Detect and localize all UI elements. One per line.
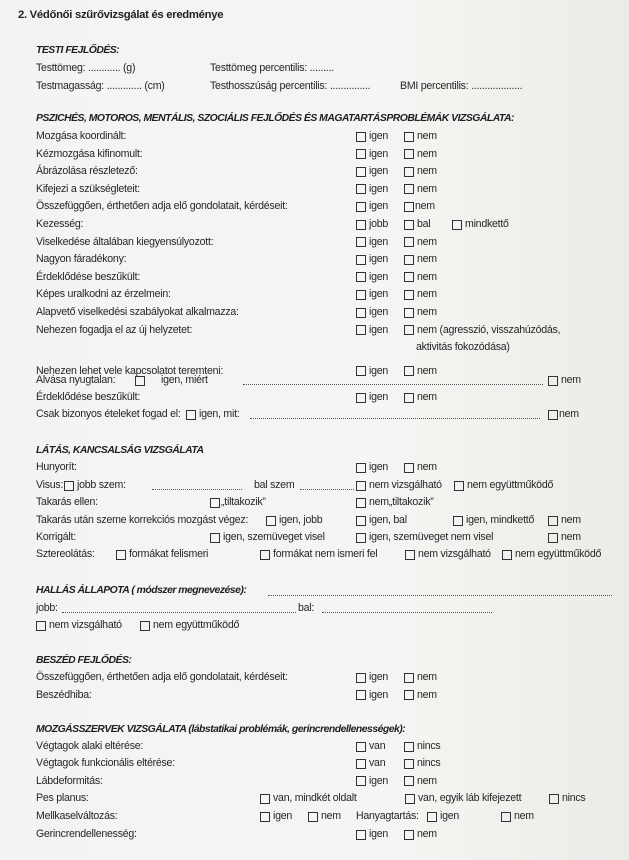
hallas-bal-label: bal: <box>298 602 315 614</box>
visus-jobb-checkbox[interactable] <box>64 479 126 492</box>
checkbox-icon <box>356 673 366 683</box>
korrigalt-visel-checkbox[interactable] <box>210 531 325 544</box>
checkbox-icon <box>356 202 366 212</box>
option-checkbox[interactable] <box>356 740 385 753</box>
checkbox-icon <box>186 410 196 420</box>
option-checkbox[interactable] <box>404 306 437 319</box>
option-checkbox[interactable] <box>356 271 388 284</box>
testhosszusag-percentilis-field[interactable]: Testhosszúság percentilis: ............... <box>210 80 371 92</box>
checkbox-label: nem <box>417 774 437 787</box>
checkbox-icon <box>548 516 558 526</box>
latas-heading: LÁTÁS, KANCSALSÁG VIZSGÁLATA <box>36 445 204 456</box>
option-checkbox[interactable] <box>356 218 388 231</box>
checkbox-icon <box>266 516 276 526</box>
checkbox-label: nem <box>417 182 437 195</box>
checkbox-label: igen <box>369 270 389 283</box>
checkbox-icon <box>404 776 414 786</box>
hallas-jobb-label: jobb: <box>36 602 58 614</box>
hanyagtartas-nem-checkbox[interactable] <box>501 810 534 823</box>
option-checkbox[interactable] <box>452 218 509 231</box>
option-checkbox[interactable] <box>356 183 388 196</box>
checkbox-label: igen, miért <box>161 374 208 386</box>
checkbox-icon <box>356 498 366 508</box>
option-checkbox[interactable] <box>404 288 437 301</box>
checkbox-icon <box>260 812 270 822</box>
row-label: Nagyon fáradékony: <box>36 253 127 266</box>
checkbox-icon <box>356 533 366 543</box>
checkbox-label: nem (agresszió, visszahúzódás, <box>417 323 561 336</box>
checkbox-label: nem <box>417 165 437 178</box>
row-label: Nehezen lehet vele kapcsolatot teremteni: <box>36 364 224 377</box>
checkbox-label: bal <box>417 218 431 230</box>
checkbox-icon <box>404 393 414 403</box>
sztereo-label: Sztereolátás: <box>36 548 95 560</box>
checkbox-icon <box>404 830 414 840</box>
checkbox-label: nem <box>417 235 437 248</box>
checkbox-icon <box>64 481 74 491</box>
checkbox-icon <box>356 742 366 752</box>
takaras-nem-tiltakozik-checkbox[interactable] <box>356 496 434 509</box>
checkbox-icon <box>356 481 366 491</box>
checkbox-icon <box>404 308 414 318</box>
checkbox-label: nincs <box>417 757 441 770</box>
visus-label: Visus: <box>36 479 64 491</box>
mellkas-igen-checkbox[interactable] <box>260 810 292 823</box>
takaras-utan-jobb-checkbox[interactable] <box>266 514 322 527</box>
option-checkbox[interactable] <box>404 218 430 231</box>
checkbox-icon <box>260 794 270 804</box>
checkbox-icon <box>548 410 558 420</box>
checkbox-icon <box>404 463 414 473</box>
checkbox-icon <box>260 550 270 560</box>
row-label: Végtagok alaki eltérése: <box>36 740 144 752</box>
checkbox-label: nem <box>417 688 437 701</box>
row-label: Képes uralkodni az érzelmein: <box>36 288 171 301</box>
checkbox-icon <box>548 376 558 386</box>
checkbox-label: igen <box>369 235 389 248</box>
checkbox-icon <box>356 149 366 159</box>
checkbox-label: nem <box>321 810 341 822</box>
checkbox-label: nem <box>417 828 437 840</box>
etel-label: Csak bizonyos ételeket fogad el: <box>36 408 181 420</box>
row-label: Érdeklődése beszűkült: <box>36 270 141 283</box>
checkbox-label: igen <box>369 688 389 701</box>
option-checkbox[interactable] <box>404 671 437 684</box>
takaras-label: Takarás ellen: <box>36 496 98 508</box>
checkbox-icon <box>404 167 414 177</box>
option-checkbox[interactable] <box>404 689 437 702</box>
checkbox-label: nem <box>417 147 437 160</box>
visus-bal-label: bal szem <box>254 479 295 491</box>
erdeklodes-label: Érdeklődése beszűkült: <box>36 391 141 403</box>
checkbox-label: igen <box>273 810 293 822</box>
row-label: Összefüggően, érthetően adja elő gondolatait, kérdéseit: <box>36 671 288 683</box>
checkbox-label: igen <box>369 671 389 683</box>
option-checkbox[interactable] <box>356 148 388 161</box>
checkbox-icon <box>404 272 414 282</box>
pes-nincs-checkbox[interactable] <box>549 792 585 805</box>
checkbox-icon <box>502 550 512 560</box>
checkbox-label: nem <box>417 306 437 318</box>
checkbox-icon <box>356 830 366 840</box>
option-checkbox[interactable] <box>404 324 560 337</box>
row-continuation: aktivitás fokozódása) <box>416 341 510 354</box>
checkbox-label: nincs <box>562 792 586 804</box>
sztereo-nem-egyuttmukodo-checkbox[interactable] <box>502 548 601 561</box>
checkbox-icon <box>210 533 220 543</box>
hunyorit-igen-checkbox[interactable] <box>356 461 388 474</box>
checkbox-label: formákat felismeri <box>129 548 209 560</box>
takaras-utan-label: Takarás után szeme korrekciós mozgást végez: <box>36 514 249 526</box>
checkbox-label: van, egyik láb kifejezett <box>418 792 522 804</box>
checkbox-icon <box>453 516 463 526</box>
checkbox-icon <box>356 776 366 786</box>
checkbox-label: van, mindkét oldalt <box>273 792 357 804</box>
option-checkbox[interactable] <box>404 757 440 770</box>
checkbox-label: igen, mit: <box>199 408 240 420</box>
checkbox-icon <box>356 325 366 335</box>
checkbox-icon <box>404 202 414 212</box>
checkbox-icon <box>356 255 366 265</box>
testi-heading: TESTI FEJLŐDÉS: <box>36 45 120 56</box>
hanyagtartas-label: Hanyagtartás: <box>356 810 419 822</box>
checkbox-label: mindkettő <box>465 218 509 230</box>
checkbox-label: nincs <box>417 740 441 752</box>
checkbox-icon <box>404 366 414 376</box>
option-checkbox[interactable] <box>404 775 437 788</box>
checkbox-icon <box>356 308 366 318</box>
takaras-utan-bal-checkbox[interactable] <box>356 514 407 527</box>
option-checkbox[interactable] <box>356 236 388 249</box>
korrigalt-label: Korrigált: <box>36 531 76 543</box>
checkbox-icon <box>404 325 414 335</box>
checkbox-icon <box>356 132 366 142</box>
checkbox-label: nem <box>417 288 437 301</box>
option-checkbox[interactable] <box>404 130 437 143</box>
checkbox-label: igen <box>369 200 389 213</box>
checkbox-label: igen <box>440 810 460 822</box>
checkbox-icon <box>356 272 366 282</box>
mozgas-heading: MOZGÁSSZERVEK VIZSGÁLATA (lábstatikai problémák, gerincrendellenességek): <box>36 724 406 735</box>
checkbox-label: igen <box>369 774 389 787</box>
checkbox-icon <box>404 220 414 230</box>
checkbox-icon <box>356 690 366 700</box>
hanyagtartas-igen-checkbox[interactable] <box>427 810 459 823</box>
option-checkbox[interactable] <box>356 165 388 178</box>
option-checkbox[interactable] <box>404 236 437 249</box>
checkbox-icon <box>36 621 46 631</box>
hunyorit-label: Hunyorít: <box>36 461 77 473</box>
section-title: 2. Védőnői szűrővizsgálat és eredménye <box>18 9 224 21</box>
visus-bal-line[interactable] <box>300 488 354 490</box>
checkbox-icon <box>404 742 414 752</box>
checkbox-icon <box>549 794 559 804</box>
option-checkbox[interactable] <box>356 775 388 788</box>
checkbox-label: nem vizsgálható <box>369 479 442 491</box>
checkbox-label: igen, szemüveget nem visel <box>369 531 494 543</box>
alvas-label: Alvása nyugtalan: <box>36 374 116 386</box>
checkbox-icon <box>404 149 414 159</box>
checkbox-label: igen <box>369 147 389 160</box>
checkbox-icon <box>427 812 437 822</box>
hallas-nem-egyuttmukodo-checkbox[interactable] <box>140 619 239 632</box>
checkbox-icon <box>356 759 366 769</box>
option-checkbox[interactable] <box>356 324 388 337</box>
option-checkbox[interactable] <box>404 740 440 753</box>
hallas-method-line[interactable] <box>268 594 612 596</box>
checkbox-label: igen <box>369 391 389 403</box>
checkbox-label: igen <box>369 828 389 840</box>
checkbox-label: igen, bal <box>369 514 407 526</box>
checkbox-icon <box>356 220 366 230</box>
hallas-bal-line[interactable] <box>322 611 492 613</box>
checkbox-label: nem <box>561 514 581 526</box>
checkbox-icon <box>116 550 126 560</box>
row-label: Ábrázolása részletező: <box>36 165 138 178</box>
etel-igen-checkbox[interactable] <box>186 408 239 421</box>
checkbox-icon <box>356 366 366 376</box>
sztereo-felismeri-checkbox[interactable] <box>116 548 208 561</box>
checkbox-label: nem <box>561 374 581 386</box>
checkbox-icon <box>404 673 414 683</box>
checkbox-icon <box>405 794 415 804</box>
alvas-reason-line[interactable] <box>243 383 543 385</box>
checkbox-label: nem <box>417 253 437 266</box>
checkbox-label: igen <box>369 253 389 266</box>
checkbox-label: nem <box>417 270 437 283</box>
option-checkbox[interactable] <box>404 253 437 266</box>
checkbox-icon <box>356 184 366 194</box>
takaras-utan-nem-checkbox[interactable] <box>548 514 581 527</box>
option-checkbox[interactable] <box>404 365 437 378</box>
korrigalt-nem-checkbox[interactable] <box>548 531 581 544</box>
takaras-utan-mindketto-checkbox[interactable] <box>453 514 534 527</box>
row-label: Alapvető viselkedési szabályokat alkalmazza: <box>36 306 239 318</box>
mellkas-label: Mellkaselváltozás: <box>36 810 118 822</box>
option-checkbox[interactable] <box>404 271 437 284</box>
alvas-nem-checkbox[interactable] <box>548 374 581 387</box>
checkbox-label: nem együttműködő <box>515 548 602 560</box>
option-checkbox[interactable] <box>356 757 385 770</box>
checkbox-label: nem <box>417 391 437 403</box>
checkbox-icon <box>452 220 462 230</box>
checkbox-icon <box>356 290 366 300</box>
visus-jobb-line[interactable] <box>152 488 242 490</box>
visus-nem-vizsgalhato-checkbox[interactable] <box>356 479 442 492</box>
checkbox-label: jobb <box>369 218 389 230</box>
checkbox-label: nem <box>514 810 534 822</box>
checkbox-label: nem <box>415 200 435 213</box>
testmagassag-field[interactable]: Testmagasság: ............. (cm) <box>36 80 165 92</box>
checkbox-label: igen, jobb <box>279 514 323 526</box>
hallas-nem-vizsgalhato-checkbox[interactable] <box>36 619 122 632</box>
checkbox-icon <box>404 690 414 700</box>
checkbox-label: igen <box>369 323 389 336</box>
checkbox-label: nem <box>417 364 437 377</box>
bmi-percentilis-field[interactable]: BMI percentilis: ................... <box>400 80 523 92</box>
checkbox-label: nem„tiltakozik” <box>369 496 434 508</box>
option-checkbox[interactable] <box>404 165 437 178</box>
takaras-tiltakozik-checkbox[interactable] <box>210 496 266 509</box>
checkbox-icon <box>404 184 414 194</box>
checkbox-label: igen <box>369 364 389 377</box>
option-checkbox[interactable] <box>356 671 388 684</box>
checkbox-icon <box>404 255 414 265</box>
checkbox-label: igen <box>369 461 389 473</box>
checkbox-icon <box>548 533 558 543</box>
gerinc-igen-checkbox[interactable] <box>356 828 388 841</box>
row-label: Kezesség: <box>36 218 84 230</box>
checkbox-label: formákat nem ismeri fel <box>273 548 378 560</box>
checkbox-icon <box>356 516 366 526</box>
option-checkbox[interactable] <box>404 183 437 196</box>
checkbox-icon <box>405 550 415 560</box>
sztereo-nem-ismeri-checkbox[interactable] <box>260 548 377 561</box>
checkbox-icon <box>356 463 366 473</box>
checkbox-icon <box>454 481 464 491</box>
checkbox-icon <box>308 812 318 822</box>
hunyorit-nem-checkbox[interactable] <box>404 461 437 474</box>
checkbox-icon <box>404 290 414 300</box>
option-checkbox[interactable] <box>356 365 388 378</box>
erdeklodes-igen-checkbox[interactable] <box>356 391 388 404</box>
pes-mindket-checkbox[interactable] <box>260 792 357 805</box>
option-checkbox[interactable] <box>356 253 388 266</box>
erdeklodes-nem-checkbox[interactable] <box>404 391 437 404</box>
checkbox-label: nem <box>561 531 581 543</box>
checkbox-label: van <box>369 740 386 752</box>
gerinc-label: Gerincrendellenesség: <box>36 828 137 840</box>
option-checkbox[interactable] <box>356 306 388 319</box>
row-label: Lábdeformitás: <box>36 774 103 787</box>
checkbox-icon <box>501 812 511 822</box>
visus-nem-egyuttmukodo-checkbox[interactable] <box>454 479 553 492</box>
option-checkbox[interactable] <box>356 130 388 143</box>
row-label: Összefüggően, érthetően adja elő gondolatait, kérdéseit: <box>36 200 288 213</box>
checkbox-label: igen, szemüveget visel <box>223 531 325 543</box>
gerinc-nem-checkbox[interactable] <box>404 828 437 841</box>
korrigalt-nem-visel-checkbox[interactable] <box>356 531 493 544</box>
checkbox-label: nem vizsgálható <box>49 619 122 631</box>
checkbox-icon <box>356 237 366 247</box>
option-checkbox[interactable] <box>404 200 435 213</box>
row-label: Végtagok funkcionális eltérése: <box>36 757 175 770</box>
option-checkbox[interactable] <box>356 689 388 702</box>
checkbox-label: igen <box>369 182 389 195</box>
option-checkbox[interactable] <box>356 288 388 301</box>
etel-nem-checkbox[interactable] <box>548 408 579 421</box>
option-checkbox[interactable] <box>356 200 388 213</box>
hallas-heading: HALLÁS ÁLLAPOTA ( módszer megnevezése): <box>36 585 247 596</box>
alvas-igen-checkbox[interactable] <box>135 374 208 387</box>
testtomeg-field[interactable]: Testtömeg: ............ (g) <box>36 62 136 74</box>
checkbox-label: igen <box>369 130 389 142</box>
checkbox-icon <box>356 167 366 177</box>
mellkas-nem-checkbox[interactable] <box>308 810 341 823</box>
checkbox-icon <box>404 132 414 142</box>
checkbox-icon <box>135 376 145 386</box>
checkbox-icon <box>356 393 366 403</box>
checkbox-label: nem együttműködő <box>467 479 554 491</box>
checkbox-label: nem <box>417 461 437 473</box>
checkbox-label: nem együttműködő <box>153 619 240 631</box>
testtomeg-percentilis-field[interactable]: Testtömeg percentilis: ......... <box>210 62 334 74</box>
pszich-heading: PSZICHÉS, MOTOROS, MENTÁLIS, SZOCIÁLIS FEJLŐDÉS ÉS MAGATARTÁSPROBLÉMÁK VIZSGÁLATA: <box>36 113 514 124</box>
checkbox-label: nem <box>559 408 579 420</box>
checkbox-label: nem <box>417 671 437 683</box>
checkbox-label: nem <box>417 130 437 142</box>
pes-egyik-checkbox[interactable] <box>405 792 521 805</box>
checkbox-label: nem vizsgálható <box>418 548 491 560</box>
checkbox-icon <box>404 237 414 247</box>
row-label: Kifejezi a szükségleteit: <box>36 182 140 195</box>
row-label: Kézmozgása kifinomult: <box>36 147 143 160</box>
checkbox-icon <box>210 498 220 508</box>
checkbox-label: „tiltakozik” <box>221 496 266 508</box>
pes-planus-label: Pes planus: <box>36 792 89 804</box>
beszed-heading: BESZÉD FEJLŐDÉS: <box>36 655 132 666</box>
option-checkbox[interactable] <box>404 148 437 161</box>
checkbox-icon <box>404 759 414 769</box>
row-label: Beszédhiba: <box>36 688 92 701</box>
row-label: Viselkedése általában kiegyensúlyozott: <box>36 235 214 248</box>
sztereo-nem-vizsgalhato-checkbox[interactable] <box>405 548 491 561</box>
checkbox-icon <box>140 621 150 631</box>
checkbox-label: jobb szem: <box>77 479 126 491</box>
checkbox-label: igen <box>369 288 389 301</box>
checkbox-label: igen, mindkettő <box>466 514 535 526</box>
hallas-jobb-line[interactable] <box>62 611 296 613</box>
checkbox-label: igen <box>369 306 389 318</box>
row-label: Mozgása koordinált: <box>36 130 127 142</box>
etel-line[interactable] <box>250 417 540 419</box>
checkbox-label: van <box>369 757 386 770</box>
checkbox-label: igen <box>369 165 389 178</box>
row-label: Nehezen fogadja el az új helyzetet: <box>36 323 193 336</box>
